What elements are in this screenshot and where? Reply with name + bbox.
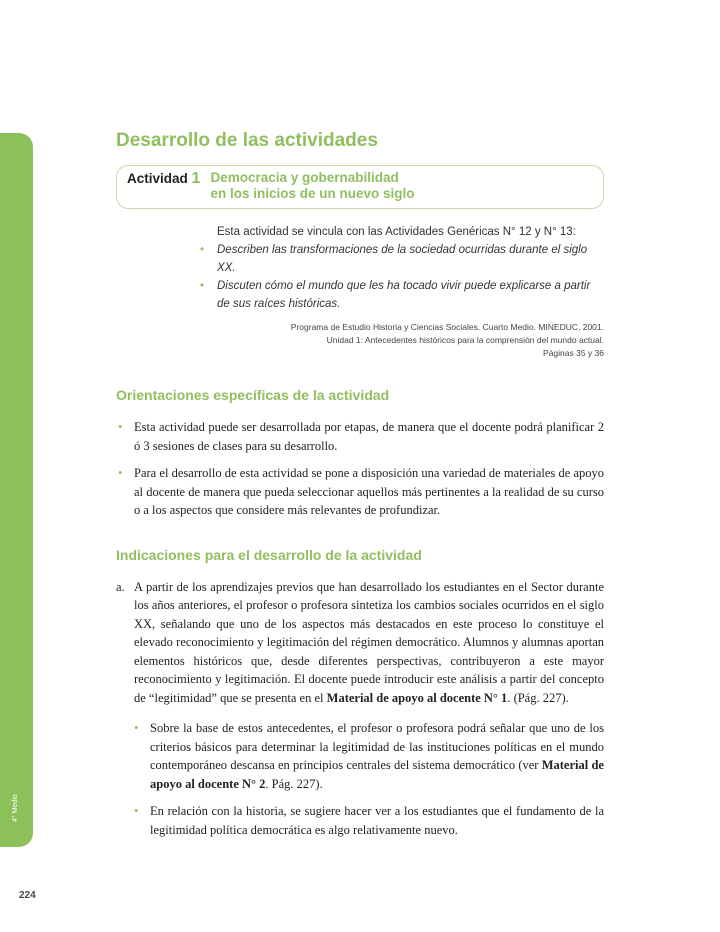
- list-item: • Discuten cómo el mundo que les ha tocado vivir puede explicarse a partir de sus raíces históricas.: [217, 277, 604, 313]
- activity-box: [116, 165, 604, 209]
- generic-activities: Esta actividad se vincula con las Actividades Genéricas N° 12 y N° 13: • Describen las transformaciones de la sociedad ocurridas durante el siglo XX. • Discuten cómo el mundo que les ha tocado vivir puede explicarse a partir de sus raíces históricas.: [217, 223, 604, 313]
- source-citation: Programa de Estudio Historia y Ciencias Sociales. Cuarto Medio. MINEDUC, 2001. Unidad 1: Antecedentes históricos para la comprensión del mundo actual. Páginas 35 y 36: [290, 322, 604, 358]
- list-item: • Para el desarrollo de esta actividad se pone a disposición una variedad de materiales de apoyo al docente de manera que pueda seleccionar aquellos más pertinentes a la realidad de su curso o a los aspectos que considere más relevantes de profundizar.: [134, 464, 604, 520]
- orientaciones-heading: Orientaciones específicas de la actividad: [116, 387, 390, 403]
- list-item: • En relación con la historia, se sugiere hacer ver a los estudiantes que el fundamento de la legitimidad política democrática es algo relativamente nuevo.: [150, 802, 604, 839]
- section-heading: Desarrollo de las actividades: [116, 130, 378, 151]
- activity-title: Democracia y gobernabilidad en los inicios de un nuevo siglo: [210, 170, 415, 201]
- page-number: 224: [19, 890, 36, 901]
- list-item: • Sobre la base de estos antecedentes, el profesor o profesora podrá señalar que uno de los criterios básicos para determinar la legitimidad de las instituciones políticas en el mundo contemporáneo descansa en principios centrales del sistema democrático (ver Material de apoyo al docente N° 2. Pág. 227).: [150, 719, 604, 793]
- list-item: • Esta actividad puede ser desarrollada por etapas, de manera que el docente podrá planificar 2 ó 3 sesiones de clases para su desarrollo.: [134, 418, 604, 455]
- side-tab-label: 4° Medio: [12, 794, 19, 822]
- indicaciones-sublist: [116, 719, 604, 839]
- orientaciones-list: [116, 418, 604, 520]
- side-tab: [0, 133, 33, 847]
- indicacion-a: a. A partir de los aprendizajes previos que han desarrollado los estudiantes en el Sector durante los años anteriores, el profesor o profesora sintetiza los cambios sociales ocurridos en el siglo XX, señalando que uno de los aspectos más destacados en este proceso lo constituye el elevado reconocimiento y legitimación del régimen democrático. Alumnos y alumnas aportan elementos históricos que, desde diferentes perspectivas, contribuyeron a este mayor reconocimiento y legitimación. El docente puede introducir este análisis a partir del concepto de “legitimidad” que se presenta en el Material de apoyo al docente N° 1. (Pág. 227).: [116, 579, 604, 705]
- activity-number: 1: [191, 170, 201, 187]
- indicaciones-heading: Indicaciones para el desarrollo de la actividad: [116, 546, 422, 563]
- list-item: • Describen las transformaciones de la sociedad ocurridas durante el siglo XX.: [217, 241, 604, 277]
- main-column: [116, 129, 604, 848]
- activity-label: Actividad 1: [127, 170, 201, 187]
